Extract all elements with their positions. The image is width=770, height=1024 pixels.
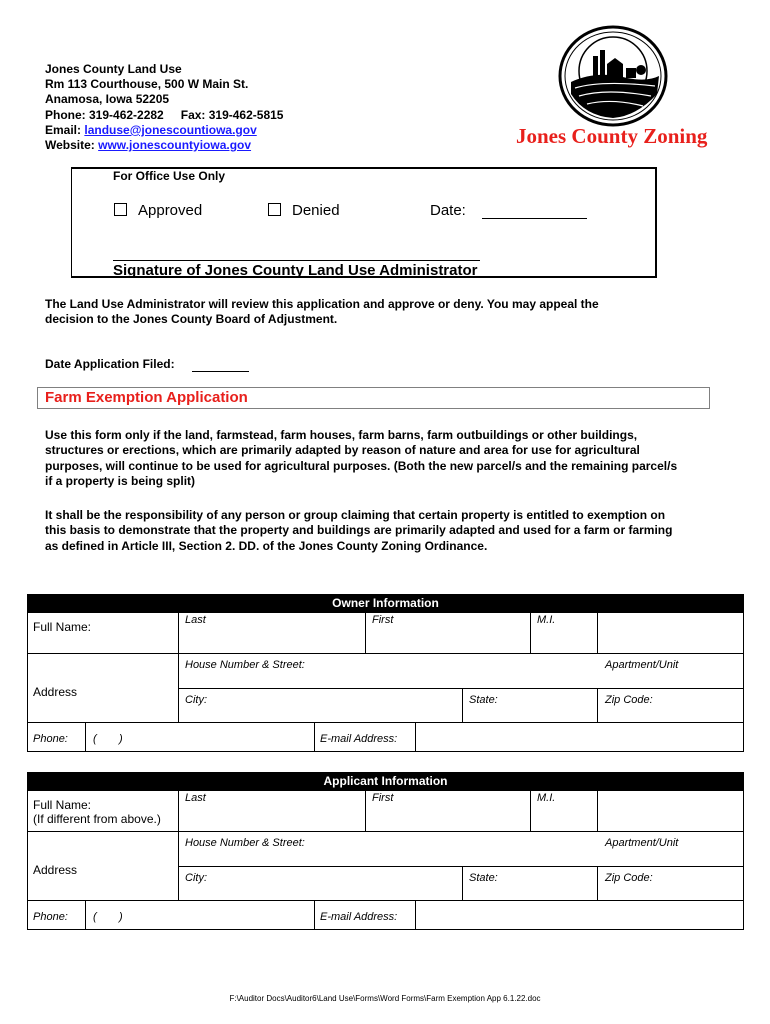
applicant-address-label: Address — [33, 863, 78, 877]
approved-label: Approved — [138, 202, 203, 219]
owner-mi-label: M.I. — [537, 614, 556, 626]
applicant-name-extra[interactable] — [597, 790, 744, 832]
owner-apt-label: Apartment/Unit — [605, 659, 679, 671]
review-text: The Land Use Administrator will review this application and approve or deny. You may appeal the decision to the Jones County Board of Adjustment. — [45, 297, 599, 327]
owner-phone-label: Phone: — [33, 733, 68, 745]
owner-address-label: Address — [33, 685, 78, 699]
office-address-1: Rm 113 Courthouse, 500 W Main St. — [45, 77, 249, 92]
applicant-phone-label: Phone: — [33, 911, 68, 923]
owner-email-label: E-mail Address: — [320, 733, 398, 745]
date-filed-label: Date Application Filed: — [45, 357, 175, 371]
applicant-last-input[interactable] — [178, 790, 366, 832]
applicant-mi-label: M.I. — [537, 792, 556, 804]
signature-line[interactable] — [113, 260, 480, 261]
county-logo — [557, 24, 669, 129]
owner-state-label: State: — [469, 694, 498, 706]
instructions: Use this form only if the land, farmstead, farm houses, farm barns, farm outbuildings or other buildings, structures or erections, which are primarily adapted by reason of nature and area for use for agricultural purposes, will continue to be used for agricultural purposes. (Both the new parcel/s and the remaining parcel/s if a property is being split) — [45, 428, 678, 489]
applicant-city-label: City: — [185, 872, 207, 884]
applicant-zip-label: Zip Code: — [605, 872, 653, 884]
applicant-last-label: Last — [185, 792, 206, 804]
responsibility-text: It shall be the responsibility of any person or group claiming that certain property is entitled to exemption on this basis to demonstrate that the property and buildings are primarily adapted and used for a farm or farming as defined in Article III, Section 2. DD. of the Jones County Zoning Ordinance. — [45, 508, 673, 553]
applicant-street-label: House Number & Street: — [185, 837, 305, 849]
applicant-phone-paren-open: ( — [93, 911, 97, 923]
date-label: Date: — [430, 202, 466, 219]
office-name: Jones County Land Use — [45, 62, 182, 76]
owner-zip-label: Zip Code: — [605, 694, 653, 706]
contact-block — [45, 62, 283, 153]
approved-checkbox[interactable] — [114, 203, 127, 216]
applicant-email-label: E-mail Address: — [320, 911, 398, 923]
denied-label: Denied — [292, 202, 340, 219]
owner-email-input[interactable] — [415, 722, 744, 752]
applicant-state-label: State: — [469, 872, 498, 884]
applicant-phone-paren-close: ) — [119, 911, 123, 923]
applicant-first-label: First — [372, 792, 394, 804]
office-phone-fax: Phone: 319-462-2282 Fax: 319-462-5815 — [45, 107, 284, 122]
owner-name-extra[interactable] — [597, 612, 744, 654]
office-website: Website: www.jonescountyiowa.gov — [45, 138, 252, 153]
owner-city-input[interactable] — [178, 688, 463, 723]
owner-phone-paren-open: ( — [93, 733, 97, 745]
applicant-city-input[interactable] — [178, 866, 463, 901]
footer-path: F:\Auditor Docs\Auditor6\Land Use\Forms\Word Forms\Farm Exemption App 6.1.22.doc — [229, 994, 541, 1003]
office-address-2: Anamosa, Iowa 52205 — [45, 92, 170, 107]
office-use-title: For Office Use Only — [113, 169, 226, 183]
owner-fullname-label: Full Name: — [33, 620, 92, 634]
owner-city-label: City: — [185, 694, 207, 706]
zoning-title: Jones County Zoning — [516, 124, 708, 148]
signature-label: Signature of Jones County Land Use Administrator — [113, 262, 478, 279]
website-link[interactable]: www.jonescountyiowa.gov — [98, 138, 252, 153]
applicant-email-input[interactable] — [415, 900, 744, 930]
applicant-fullname-label: Full Name: (If different from above.) — [33, 798, 161, 826]
owner-last-label: Last — [185, 614, 206, 626]
date-line[interactable] — [482, 218, 587, 219]
form-title: Farm Exemption Application — [45, 389, 248, 406]
email-link[interactable]: landuse@jonescountiowa.gov — [84, 122, 257, 137]
owner-street-label: House Number & Street: — [185, 659, 305, 671]
denied-checkbox[interactable] — [268, 203, 281, 216]
applicant-apt-label: Apartment/Unit — [605, 837, 679, 849]
owner-last-input[interactable] — [178, 612, 366, 654]
date-filed-line[interactable] — [192, 371, 249, 372]
office-email: Email: landuse@jonescountiowa.gov — [45, 122, 257, 137]
owner-phone-paren-close: ) — [119, 733, 123, 745]
owner-header: Owner Information — [27, 594, 744, 612]
owner-first-label: First — [372, 614, 394, 626]
applicant-header: Applicant Information — [27, 772, 744, 790]
